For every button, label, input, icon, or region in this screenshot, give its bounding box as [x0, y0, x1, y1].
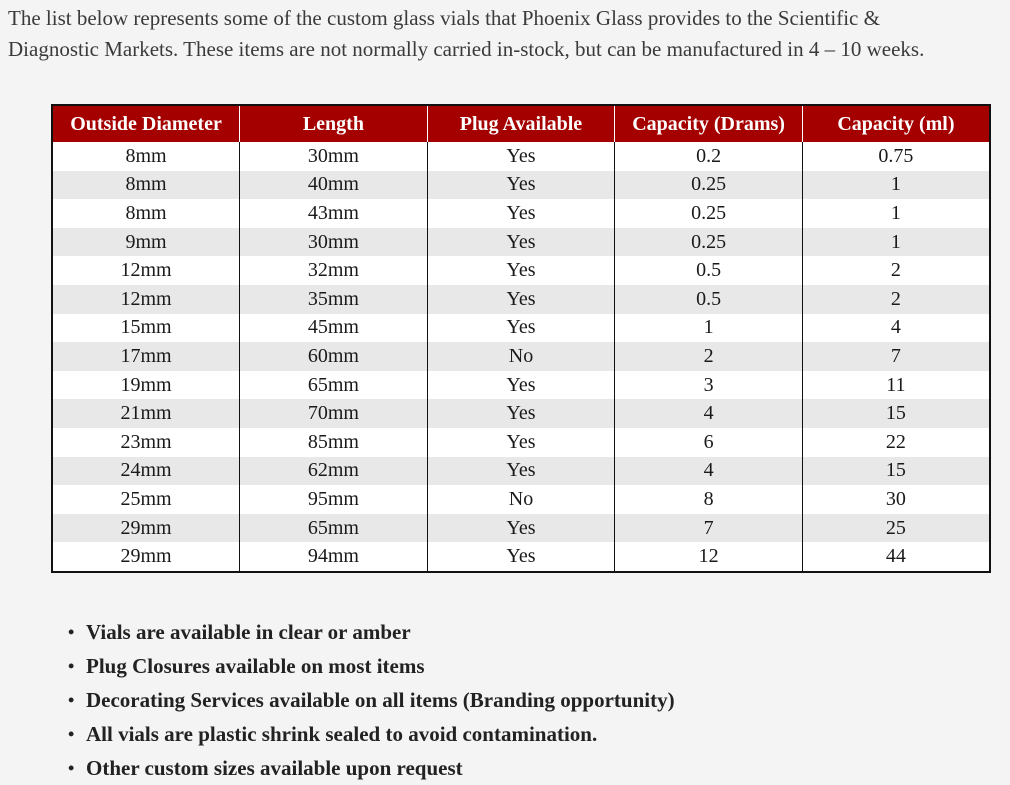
cell-capacity-ml: 22 — [802, 428, 990, 457]
list-item — [68, 615, 675, 649]
table-body — [52, 142, 990, 572]
cell-outside-diameter: 23mm — [52, 428, 240, 457]
cell-length: 60mm — [240, 342, 428, 371]
cell-capacity-ml: 30 — [802, 485, 990, 514]
cell-outside-diameter: 15mm — [52, 314, 240, 343]
vials-table — [51, 104, 991, 573]
header-capacity-drams: Capacity (Drams) — [615, 105, 803, 142]
table-row — [52, 314, 990, 343]
intro-line-2: Diagnostic Markets. These items are not normally carried in-stock, but can be manufactured in 4 – 10 weeks. — [8, 37, 925, 61]
list-item — [68, 717, 675, 751]
cell-capacity-drams: 4 — [615, 399, 803, 428]
cell-capacity-drams: 6 — [615, 428, 803, 457]
cell-length: 35mm — [240, 285, 428, 314]
cell-plug-available: Yes — [427, 371, 615, 400]
cell-capacity-drams: 7 — [615, 514, 803, 543]
bullet-icon: • — [68, 758, 75, 778]
header-plug-available: Plug Available — [427, 105, 615, 142]
cell-capacity-ml: 1 — [802, 171, 990, 200]
cell-capacity-ml: 1 — [802, 228, 990, 257]
feature-text: Other custom sizes available upon request — [86, 756, 463, 780]
cell-capacity-ml: 15 — [802, 399, 990, 428]
table-row — [52, 142, 990, 171]
table-row — [52, 428, 990, 457]
cell-length: 95mm — [240, 485, 428, 514]
cell-capacity-ml: 11 — [802, 371, 990, 400]
bullet-icon: • — [68, 690, 75, 710]
cell-plug-available: Yes — [427, 256, 615, 285]
cell-length: 30mm — [240, 228, 428, 257]
cell-capacity-drams: 4 — [615, 457, 803, 486]
cell-outside-diameter: 24mm — [52, 457, 240, 486]
cell-plug-available: No — [427, 342, 615, 371]
table-row — [52, 228, 990, 257]
cell-plug-available: Yes — [427, 428, 615, 457]
cell-capacity-drams: 0.25 — [615, 199, 803, 228]
cell-capacity-drams: 0.2 — [615, 142, 803, 171]
cell-capacity-ml: 7 — [802, 342, 990, 371]
cell-outside-diameter: 17mm — [52, 342, 240, 371]
cell-capacity-ml: 0.75 — [802, 142, 990, 171]
cell-plug-available: Yes — [427, 171, 615, 200]
table-header — [52, 105, 990, 142]
cell-capacity-drams: 12 — [615, 542, 803, 572]
header-length: Length — [240, 105, 428, 142]
cell-outside-diameter: 29mm — [52, 514, 240, 543]
cell-length: 32mm — [240, 256, 428, 285]
cell-length: 94mm — [240, 542, 428, 572]
cell-length: 65mm — [240, 514, 428, 543]
cell-length: 70mm — [240, 399, 428, 428]
cell-outside-diameter: 12mm — [52, 256, 240, 285]
cell-capacity-ml: 2 — [802, 285, 990, 314]
cell-outside-diameter: 25mm — [52, 485, 240, 514]
header-capacity-ml: Capacity (ml) — [802, 105, 990, 142]
bullet-icon: • — [68, 622, 75, 642]
table-row — [52, 199, 990, 228]
intro-line-1: The list below represents some of the custom glass vials that Phoenix Glass provides to the Scientific & — [8, 6, 880, 30]
cell-capacity-ml: 44 — [802, 542, 990, 572]
table-row — [52, 171, 990, 200]
table-row — [52, 542, 990, 572]
features-list — [68, 615, 675, 785]
cell-length: 40mm — [240, 171, 428, 200]
cell-capacity-drams: 8 — [615, 485, 803, 514]
cell-capacity-drams: 0.5 — [615, 256, 803, 285]
cell-outside-diameter: 12mm — [52, 285, 240, 314]
bullet-icon: • — [68, 656, 75, 676]
table-row — [52, 485, 990, 514]
cell-capacity-ml: 25 — [802, 514, 990, 543]
feature-text: Plug Closures available on most items — [86, 654, 425, 678]
cell-capacity-drams: 2 — [615, 342, 803, 371]
cell-outside-diameter: 8mm — [52, 142, 240, 171]
table-row — [52, 371, 990, 400]
cell-capacity-drams: 0.5 — [615, 285, 803, 314]
cell-plug-available: Yes — [427, 542, 615, 572]
cell-capacity-drams: 3 — [615, 371, 803, 400]
cell-outside-diameter: 29mm — [52, 542, 240, 572]
cell-capacity-drams: 0.25 — [615, 171, 803, 200]
list-item — [68, 751, 675, 785]
header-row — [52, 105, 990, 142]
cell-length: 45mm — [240, 314, 428, 343]
cell-capacity-ml: 1 — [802, 199, 990, 228]
cell-plug-available: Yes — [427, 199, 615, 228]
cell-plug-available: Yes — [427, 457, 615, 486]
table-row — [52, 399, 990, 428]
cell-outside-diameter: 8mm — [52, 199, 240, 228]
cell-capacity-drams: 0.25 — [615, 228, 803, 257]
feature-text: Vials are available in clear or amber — [86, 620, 411, 644]
list-item — [68, 683, 675, 717]
cell-plug-available: No — [427, 485, 615, 514]
cell-length: 30mm — [240, 142, 428, 171]
table-row — [52, 457, 990, 486]
cell-plug-available: Yes — [427, 285, 615, 314]
cell-capacity-ml: 15 — [802, 457, 990, 486]
cell-plug-available: Yes — [427, 399, 615, 428]
header-outside-diameter: Outside Diameter — [52, 105, 240, 142]
cell-outside-diameter: 9mm — [52, 228, 240, 257]
table-row — [52, 285, 990, 314]
cell-length: 85mm — [240, 428, 428, 457]
cell-length: 65mm — [240, 371, 428, 400]
cell-plug-available: Yes — [427, 228, 615, 257]
cell-plug-available: Yes — [427, 514, 615, 543]
cell-plug-available: Yes — [427, 314, 615, 343]
intro-paragraph — [8, 3, 1008, 65]
table-row — [52, 256, 990, 285]
cell-outside-diameter: 21mm — [52, 399, 240, 428]
cell-length: 62mm — [240, 457, 428, 486]
cell-capacity-ml: 4 — [802, 314, 990, 343]
cell-capacity-drams: 1 — [615, 314, 803, 343]
feature-text: Decorating Services available on all items (Branding opportunity) — [86, 688, 675, 712]
table-row — [52, 514, 990, 543]
table-row — [52, 342, 990, 371]
cell-plug-available: Yes — [427, 142, 615, 171]
cell-length: 43mm — [240, 199, 428, 228]
cell-outside-diameter: 8mm — [52, 171, 240, 200]
feature-text: All vials are plastic shrink sealed to avoid contamination. — [86, 722, 598, 746]
cell-capacity-ml: 2 — [802, 256, 990, 285]
bullet-icon: • — [68, 724, 75, 744]
list-item — [68, 649, 675, 683]
cell-outside-diameter: 19mm — [52, 371, 240, 400]
